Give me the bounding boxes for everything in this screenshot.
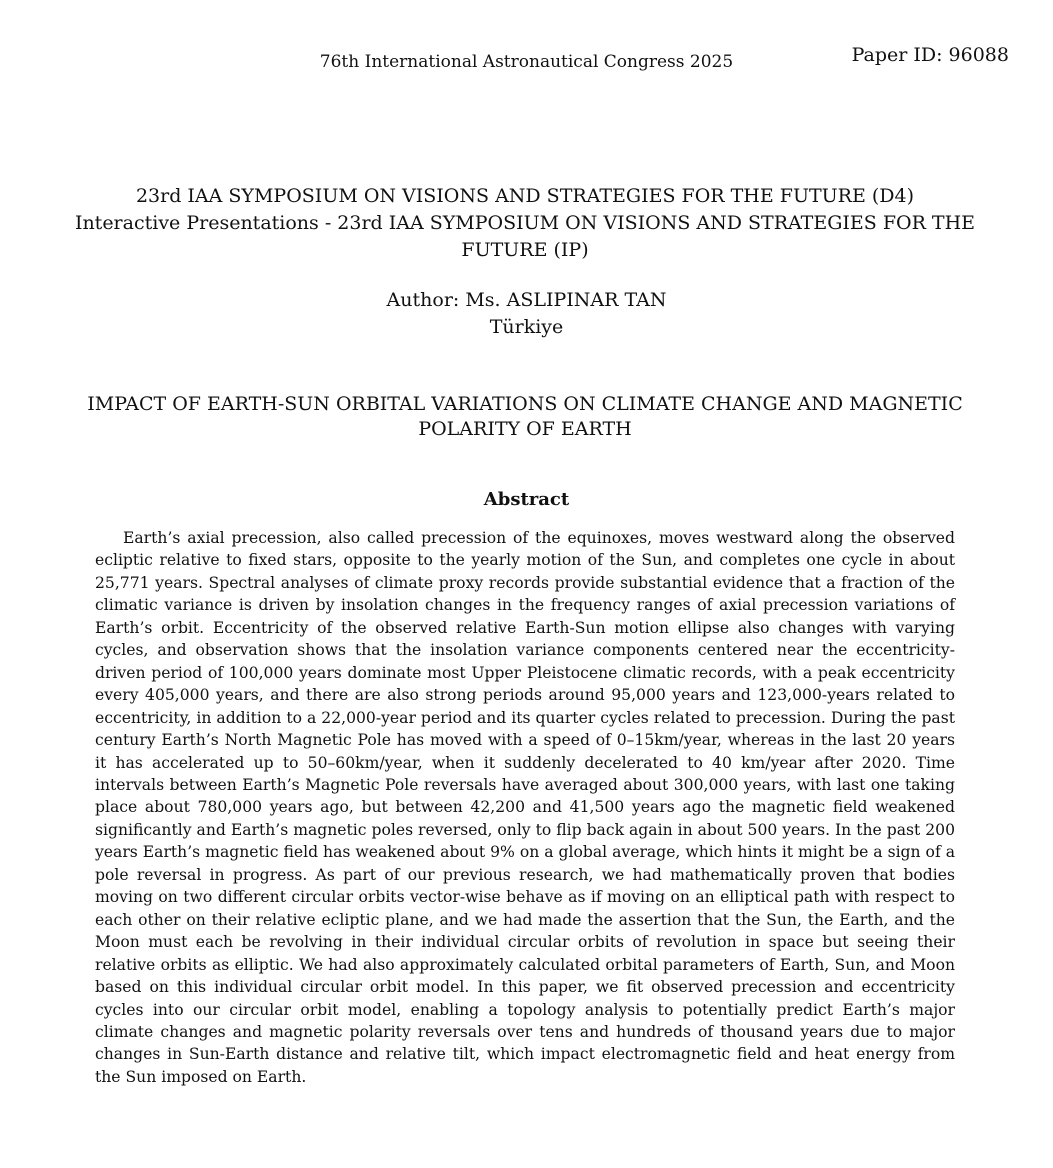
congress-header: 76th International Astronautical Congress 2025 xyxy=(319,52,734,72)
abstract-text: Earth’s axial precession, also called precession of the equinoxes, moves westward along the observed ecliptic relative to fixed stars, opposite to the yearly motion of the Sun, and completes one cycle in about 25,771 years. Spectral analyses of climate proxy records provide substantial evidence that a fraction of the climatic variance is driven by insolation changes in the frequency ranges of axial precession variations of Earth’s orbit. Eccentricity of the observed relative Earth-Sun motion ellipse also changes with varying cycles, and observation shows that the insolation variance components centered near the eccentricity-driven period of 100,000 years dominate most Upper Pleistocene climatic records, with a peak eccentricity every 405,000 years, and there are also strong periods around 95,000 years and 123,000-years related to eccentricity, in addition to a 22,000-year period and its quarter cycles related to precession. During the past century Earth’s North Magnetic Pole has moved with a speed of 0–15km/year, whereas in the last 20 years it has accelerated up to 50–60km/year, when it suddenly decelerated to 40 km/year after 2020. Time intervals between Earth’s Magnetic Pole reversals have averaged about 300,000 years, with last one taking place about 780,000 years ago, but between 42,200 and 41,500 years ago the magnetic field weakened significantly and Earth’s magnetic poles reversed, only to flip back again in about 500 years. In the past 200 years Earth’s magnetic field has weakened about 9% on a global average, which hints it might be a sign of a pole reversal in progress. As part of our previous research, we had mathematically proven that bodies moving on two different circular orbits vector-wise behave as if moving on an elliptical path with respect to each other on their relative ecliptic plane, and we had made the assertion that the Sun, the Earth, and the Moon must each be revolving in their individual circular orbits of revolution in space but seeing their relative orbits as elliptic. We had also approximately calculated orbital parameters of Earth, Sun, and Moon based on this individual circular orbit model. In this paper, we fit observed precession and eccentricity cycles into our circular orbit model, enabling a topology analysis to potentially predict Earth’s major climate changes and magnetic polarity reversals over tens and hundreds of thousand years due to major changes in Sun-Earth distance and relative tilt, which impact electromagnetic field and heat energy from the Sun imposed on Earth. xyxy=(95,529,955,1086)
abstract-heading: Abstract xyxy=(483,489,570,510)
symposium-interactive: Interactive Presentations - 23rd IAA SYMPOSIUM ON VISIONS AND STRATEGIES FOR THE FUTURE (IP) xyxy=(74,212,976,261)
paper-id: Paper ID: 96088 xyxy=(851,44,1009,66)
symposium-main: 23rd IAA SYMPOSIUM ON VISIONS AND STRATEGIES FOR THE FUTURE (D4) xyxy=(135,185,915,207)
paper-title: IMPACT OF EARTH-SUN ORBITAL VARIATIONS ON CLIMATE CHANGE AND MAGNETIC POLARITY OF EARTH xyxy=(87,393,963,440)
author-name: Author: Ms. ASLIPINAR TAN xyxy=(386,289,667,311)
author-country: Türkiye xyxy=(489,316,564,338)
symposium-block xyxy=(60,183,990,264)
author-block xyxy=(0,287,1053,341)
